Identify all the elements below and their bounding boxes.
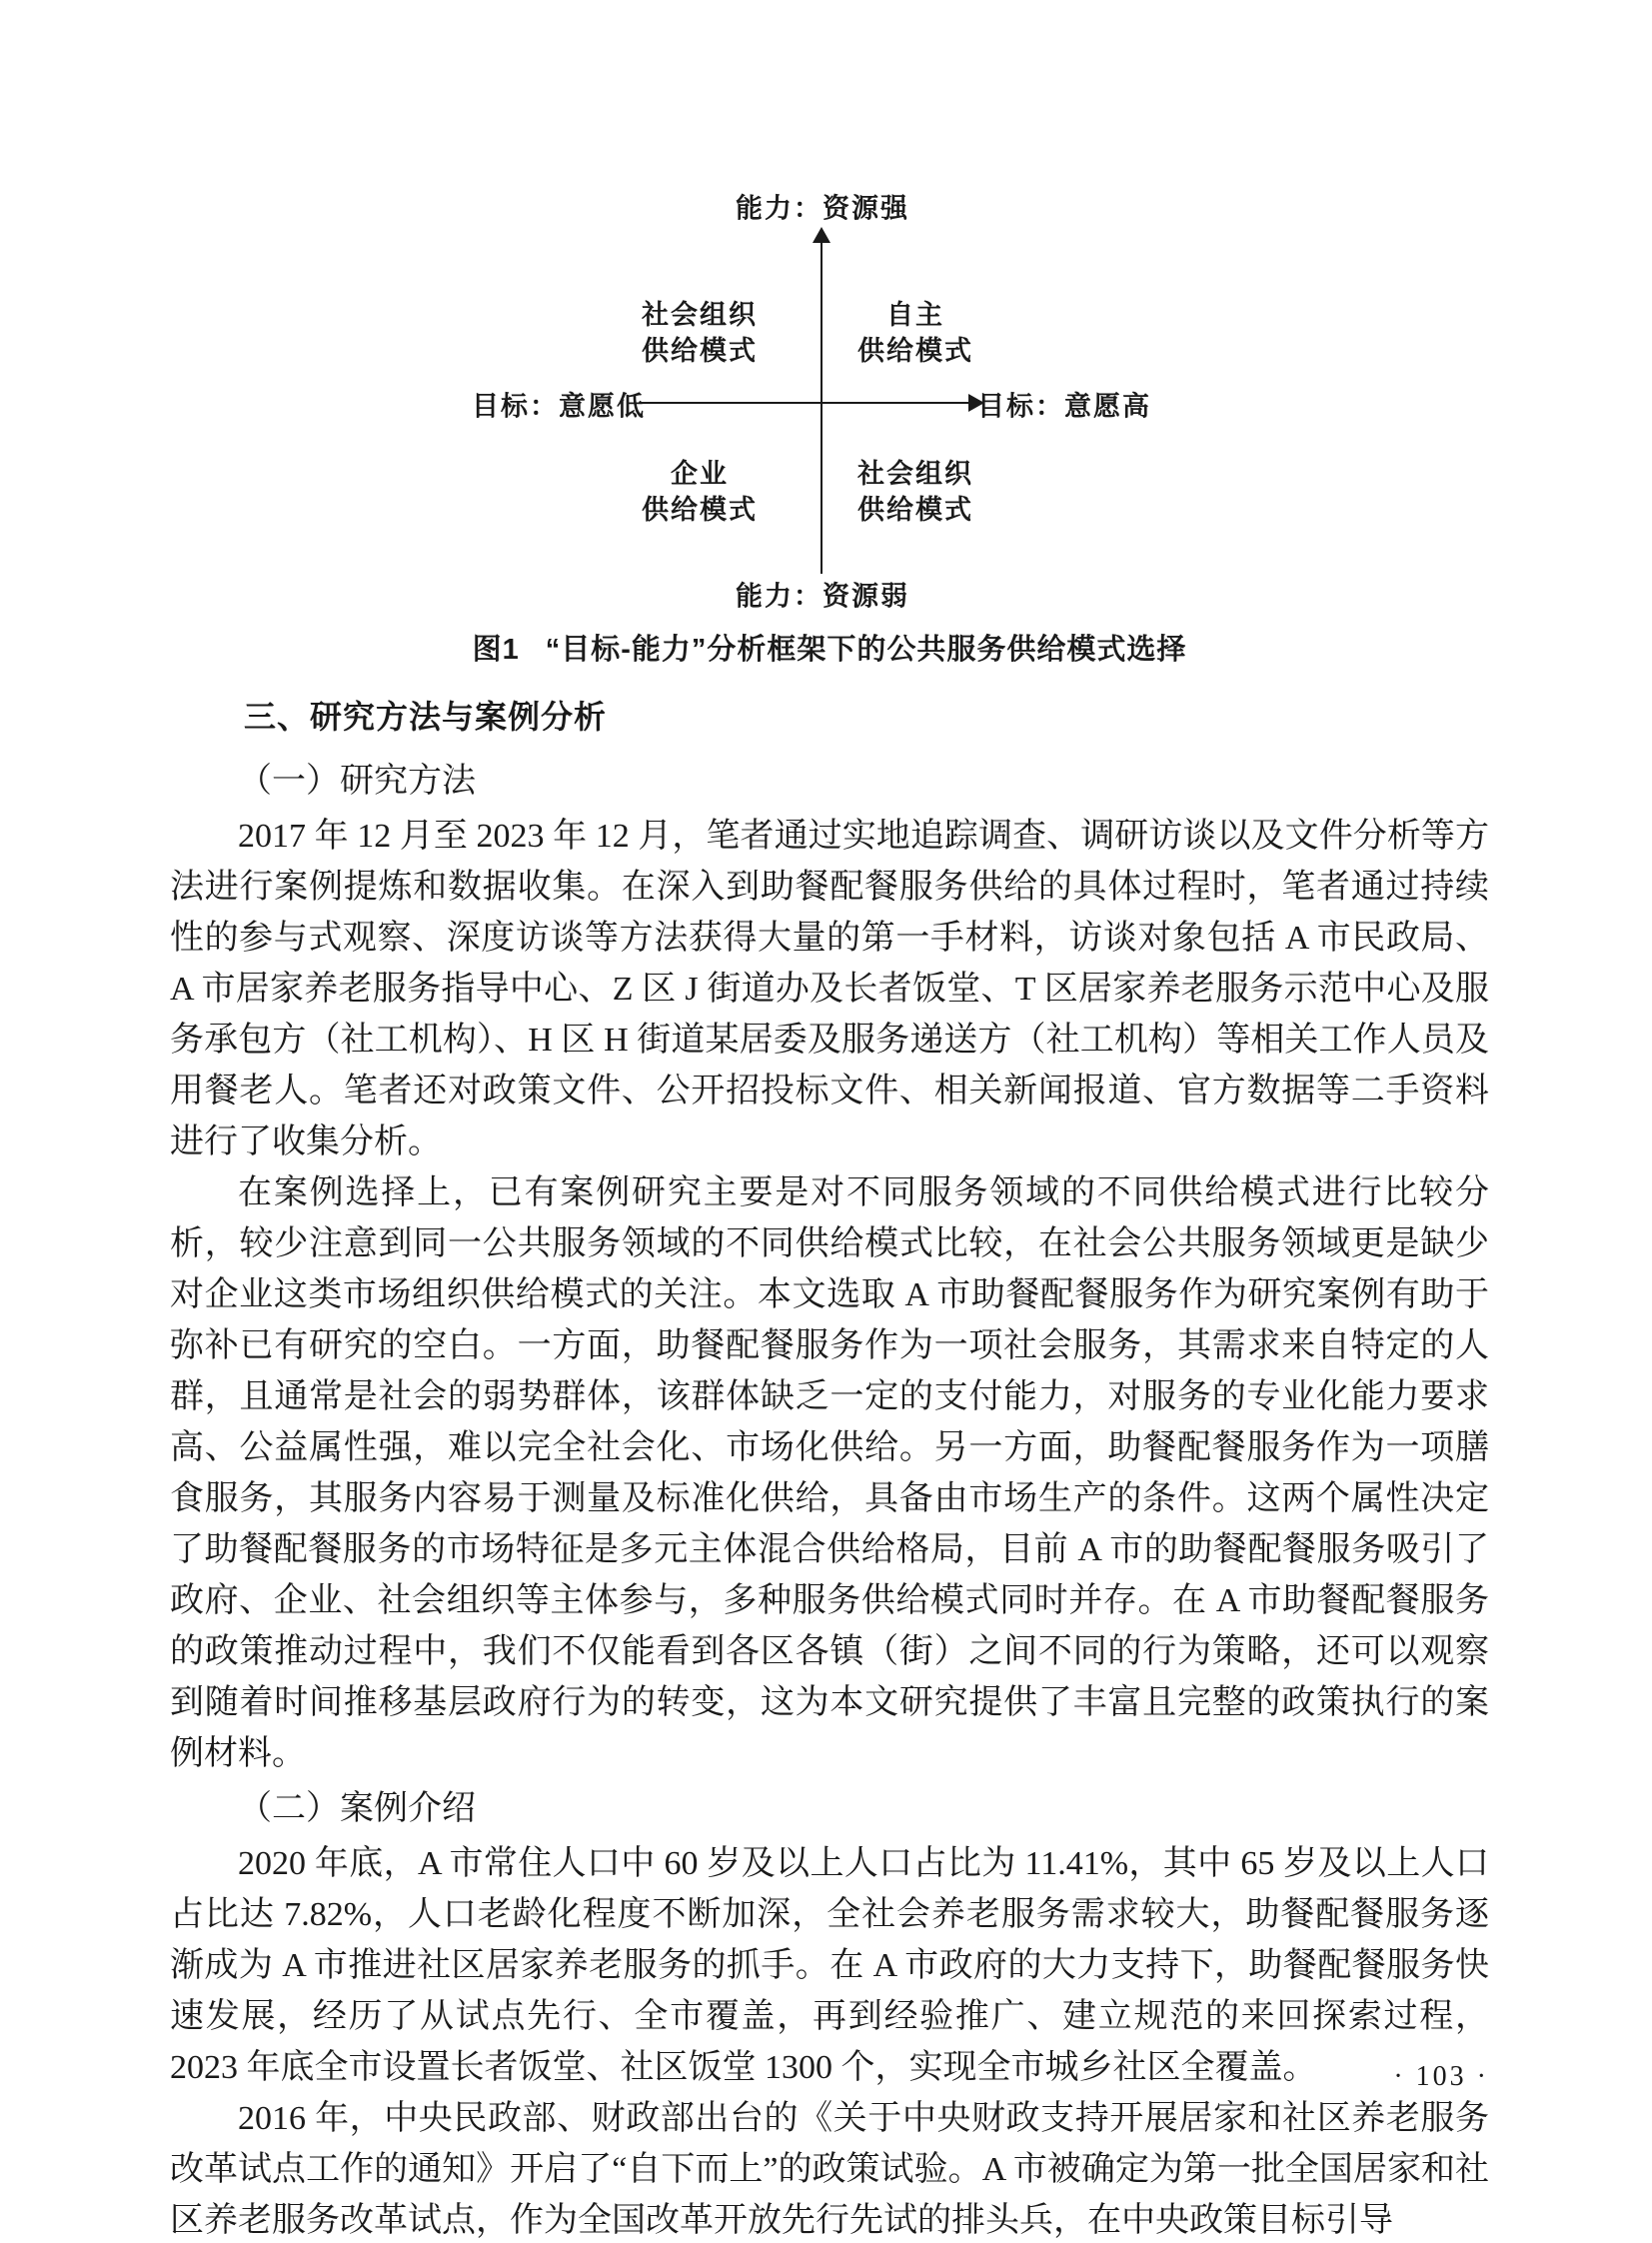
paragraph-research-methods: 2017 年 12 月至 2023 年 12 月，笔者通过实地追踪调查、调研访谈以及文件分析等方法进行案例提炼和数据收集。在深入到助餐配餐服务供给的具体过程时，笔者通过持续性的参与式观察、深度访谈等方法获得大量的第一手材料，访谈对象包括 A 市民政局、A 市居家养老服务指导中心、Z 区 J 街道办及长者饭堂、T 区居家养老服务示范中心及服务承包方（社工机构）、H 区 H 街道某居委及服务递送方（社工机构）等相关工作人员及用餐老人。笔者还对政策文件、公开招投标文件、相关新闻报道、官方数据等二手资料进行了收集分析。: [170, 818, 1489, 1160]
subsection-heading-case-introduction: （二）案例介绍: [238, 1790, 476, 1827]
page-body: [170, 628, 1489, 2243]
axis-label-bottom: 能力：资源弱: [736, 581, 909, 612]
quadrant-bottom-right-line2: 供给模式: [857, 495, 973, 525]
quadrant-top-right-label: [857, 297, 973, 369]
paragraph-case-background: 2020 年底，A 市常住人口中 60 岁及以上人口占比为 11.41%，其中 65 岁及以上人口占比达 7.82%，人口老龄化程度不断加深，全社会养老服务需求较大，助餐配餐服务逐渐成为 A 市推进社区居家养老服务的抓手。在 A 市政府的大力支持下，助餐配餐服务快速发展，经历了从试点先行、全市覆盖，再到经验推广、建立规范的来回探索过程，2023 年底全市设置长者饭堂、社区饭堂 1300 个，实现全市城乡社区全覆盖。: [170, 1845, 1489, 2086]
vertical-axis-line: [821, 240, 823, 574]
axis-label-right: 目标：意愿高: [977, 391, 1151, 422]
quadrant-diagram: [0, 0, 1652, 624]
quadrant-bottom-right-label: [857, 456, 973, 528]
quadrant-bottom-right-line1: 社会组织: [857, 459, 973, 489]
axis-label-top: 能力：资源强: [736, 193, 909, 224]
page-number: · 103 ·: [1393, 2061, 1489, 2092]
quadrant-top-right-line2: 供给模式: [857, 336, 973, 366]
subsection-heading-research-methods: （一）研究方法: [238, 763, 476, 800]
paragraph-case-selection: 在案例选择上，已有案例研究主要是对不同服务领域的不同供给模式进行比较分析，较少注意到同一公共服务领域的不同供给模式比较，在社会公共服务领域更是缺少对企业这类市场组织供给模式的关注。本文选取 A 市助餐配餐服务作为研究案例有助于弥补已有研究的空白。一方面，助餐配餐服务作为一项社会服务，其需求来自特定的人群，且通常是社会的弱势群体，该群体缺乏一定的支付能力，对服务的专业化能力要求高、公益属性强，难以完全社会化、市场化供给。另一方面，助餐配餐服务作为一项膳食服务，其服务内容易于测量及标准化供给，具备由市场生产的条件。这两个属性决定了助餐配餐服务的市场特征是多元主体混合供给格局，目前 A 市的助餐配餐服务吸引了政府、企业、社会组织等主体参与，多种服务供给模式同时并存。在 A 市助餐配餐服务的政策推动过程中，我们不仅能看到各区各镇（街）之间不同的行为策略，还可以观察到随着时间推移基层政府行为的转变，这为本文研究提供了丰富且完整的政策执行的案例材料。: [170, 1174, 1489, 1772]
figure-caption-title: “目标-能力”分析框架下的公共服务供给模式选择: [545, 634, 1187, 666]
figure-caption-label: 图1: [472, 634, 520, 666]
axis-label-left: 目标：意愿低: [472, 391, 646, 422]
paragraph-policy-pilot: 2016 年，中央民政部、财政部出台的《关于中央财政支持开展居家和社区养老服务改革试点工作的通知》开启了“自下而上”的政策试验。A 市被确定为第一批全国居家和社区养老服务改革试点，作为全国改革开放先行先试的排头兵，在中央政策目标引导: [170, 2100, 1489, 2239]
section-heading: 三、研究方法与案例分析: [244, 699, 608, 735]
quadrant-top-left-label: [642, 297, 758, 369]
horizontal-axis-line: [642, 402, 971, 404]
figure-caption: [170, 628, 1489, 672]
quadrant-bottom-left-label: [642, 456, 758, 528]
quadrant-bottom-left-line2: 供给模式: [642, 495, 758, 525]
quadrant-top-left-line1: 社会组织: [642, 300, 758, 330]
quadrant-top-left-line2: 供给模式: [642, 336, 758, 366]
quadrant-top-right-line1: 自主: [886, 300, 944, 330]
quadrant-bottom-left-line1: 企业: [671, 459, 729, 489]
